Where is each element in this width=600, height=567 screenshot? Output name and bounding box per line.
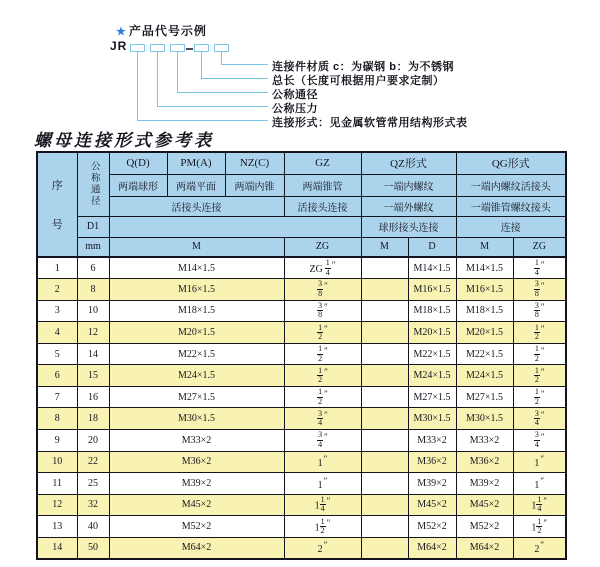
cell-qz-m (361, 430, 408, 452)
product-code-title-text: 产品代号示例 (128, 24, 207, 38)
cell-m-thread: M36×2 (109, 451, 284, 473)
cell-zg: $\frac{1}{2}$ ″ (284, 343, 361, 365)
connector-line (177, 52, 178, 92)
code-box-1 (130, 44, 145, 52)
cell-qz-d: M36×2 (408, 451, 456, 473)
header-unit-qz-d: D (408, 237, 456, 257)
header-ext-thread-qz: 一端外螺纹 (361, 196, 456, 216)
table-body (37, 257, 566, 559)
cell-qz-m (361, 516, 408, 538)
cell-qz-d: M45×2 (408, 494, 456, 516)
cell-m-thread: M24×1.5 (109, 365, 284, 387)
cell-qg-m: M14×1.5 (456, 257, 513, 279)
header-type-gz: 两端锥管 (284, 174, 361, 196)
cell-qg-m: M22×1.5 (456, 343, 513, 365)
cell-qg-m: M24×1.5 (456, 365, 513, 387)
header-union-gz: 活接头连接 (284, 196, 361, 216)
cell-seq: 12 (37, 494, 77, 516)
cell-m-thread: M14×1.5 (109, 257, 284, 279)
code-label-pressure: 公称压力 (272, 103, 318, 115)
header-code-pma: PM(A) (167, 152, 225, 174)
cell-m-thread: M22×1.5 (109, 343, 284, 365)
table-row (37, 516, 566, 538)
table-row (37, 494, 566, 516)
cell-m-thread: M30×1.5 (109, 408, 284, 430)
table-row (37, 430, 566, 452)
cell-qg-m: M45×2 (456, 494, 513, 516)
cell-m-thread: M45×2 (109, 494, 284, 516)
header-unit-qg-m: M (456, 237, 513, 257)
cell-qg-zg: $\frac{1}{2}$ ″ (513, 343, 566, 365)
cell-seq: 6 (37, 365, 77, 387)
cell-qg-m: M16×1.5 (456, 279, 513, 301)
code-label-length: 总长（长度可根据用户要求定制） (272, 75, 445, 87)
cell-qg-zg: 1″ (513, 451, 566, 473)
cell-qz-d: M24×1.5 (408, 365, 456, 387)
header-unit-qz-m: M (361, 237, 408, 257)
cell-qz-d: M18×1.5 (408, 300, 456, 322)
cell-seq: 7 (37, 386, 77, 408)
cell-qz-d: M16×1.5 (408, 279, 456, 301)
cell-dn: 25 (77, 473, 109, 495)
cell-dn: 22 (77, 451, 109, 473)
nut-connection-table (36, 151, 567, 560)
header-blank (109, 216, 361, 237)
header-type-nzc: 两端内锥 (225, 174, 284, 196)
connector-line (201, 78, 268, 79)
cell-m-thread: M52×2 (109, 516, 284, 538)
cell-dn: 8 (77, 279, 109, 301)
table-row (37, 257, 566, 279)
cell-qg-zg: $\frac{3}{8}$ ″ (513, 300, 566, 322)
cell-m-thread: M16×1.5 (109, 279, 284, 301)
cell-qz-d: M30×1.5 (408, 408, 456, 430)
cell-qz-m (361, 257, 408, 279)
connector-line (137, 52, 138, 120)
header-seq: 序 号 (37, 152, 77, 257)
cell-seq: 5 (37, 343, 77, 365)
cell-qg-m: M64×2 (456, 537, 513, 559)
cell-seq: 10 (37, 451, 77, 473)
cell-qz-d: M20×1.5 (408, 322, 456, 344)
cell-qz-m (361, 279, 408, 301)
connector-line (221, 52, 222, 64)
product-code-prefix: JR (110, 39, 128, 53)
table-row (37, 537, 566, 559)
cell-qg-m: M30×1.5 (456, 408, 513, 430)
connector-line (157, 52, 158, 106)
connector-line (177, 92, 268, 93)
cell-zg: $\frac{3}{4}$ ″ (284, 430, 361, 452)
cell-qz-d: M39×2 (408, 473, 456, 495)
cell-qg-zg: 1″ (513, 473, 566, 495)
cell-qg-m: M18×1.5 (456, 300, 513, 322)
code-label-connection: 连接形式：见金属软管常用结构形式表 (272, 117, 468, 129)
header-code-qg: QG形式 (456, 152, 566, 174)
cell-qz-d: M33×2 (408, 430, 456, 452)
cell-seq: 1 (37, 257, 77, 279)
cell-qg-zg: 2″ (513, 537, 566, 559)
table-row (37, 343, 566, 365)
table-row (37, 322, 566, 344)
cell-qg-zg: $\frac{1}{4}$ ″ (513, 257, 566, 279)
cell-qz-m (361, 365, 408, 387)
header-mm: mm (77, 237, 109, 257)
cell-qg-zg: $\frac{1}{2}$ ″ (513, 322, 566, 344)
cell-seq: 13 (37, 516, 77, 538)
cell-seq: 3 (37, 300, 77, 322)
cell-zg: 1″ (284, 473, 361, 495)
cell-seq: 8 (37, 408, 77, 430)
cell-zg: $\frac{1}{2}$ ″ (284, 386, 361, 408)
table-row (37, 473, 566, 495)
product-code-title (116, 22, 207, 39)
cell-qg-zg: 1 $\frac{1}{4}$ ″ (513, 494, 566, 516)
cell-qz-m (361, 300, 408, 322)
cell-qg-zg: $\frac{3}{4}$ ″ (513, 430, 566, 452)
cell-qg-zg: 1 $\frac{1}{2}$ ″ (513, 516, 566, 538)
cell-dn: 6 (77, 257, 109, 279)
code-label-diameter: 公称通径 (272, 89, 318, 101)
header-type-pma: 两端平面 (167, 174, 225, 196)
code-box-5 (214, 44, 229, 52)
cell-m-thread: M27×1.5 (109, 386, 284, 408)
cell-qg-m: M20×1.5 (456, 322, 513, 344)
cell-qg-zg: $\frac{1}{2}$ ″ (513, 365, 566, 387)
cell-zg: $\frac{3}{8}$ ″ (284, 279, 361, 301)
code-box-4 (194, 44, 209, 52)
cell-dn: 16 (77, 386, 109, 408)
cell-dn: 14 (77, 343, 109, 365)
cell-zg: 1 $\frac{1}{4}$ ″ (284, 494, 361, 516)
cell-zg: $\frac{3}{4}$ ″ (284, 408, 361, 430)
cell-zg: ZG $\frac{1}{4}$ ″ (284, 257, 361, 279)
cell-qz-d: M22×1.5 (408, 343, 456, 365)
header-taper-thread-qg: 一端锥管螺纹接头 (456, 196, 566, 216)
header-code-nzc: NZ(C) (225, 152, 284, 174)
header-code-qz: QZ形式 (361, 152, 456, 174)
cell-qz-m (361, 451, 408, 473)
cell-zg: $\frac{1}{2}$ ″ (284, 322, 361, 344)
cell-qz-d: M64×2 (408, 537, 456, 559)
cell-qz-m (361, 494, 408, 516)
cell-zg: 1″ (284, 451, 361, 473)
header-type-qg: 一端内螺纹活接头 (456, 174, 566, 196)
cell-seq: 14 (37, 537, 77, 559)
connector-line (157, 106, 268, 107)
table-row (37, 451, 566, 473)
cell-seq: 4 (37, 322, 77, 344)
cell-zg: 2″ (284, 537, 361, 559)
star-icon: ★ (116, 26, 127, 38)
cell-qz-m (361, 343, 408, 365)
code-label-material: 连接件材质 c：为碳钢 b：为不锈钢 (272, 61, 454, 73)
cell-seq: 9 (37, 430, 77, 452)
cell-qg-m: M52×2 (456, 516, 513, 538)
table-row (37, 408, 566, 430)
cell-dn: 10 (77, 300, 109, 322)
table-title: 螺母连接形式参考表 (34, 131, 214, 150)
cell-zg: $\frac{1}{2}$ ″ (284, 365, 361, 387)
cell-m-thread: M33×2 (109, 430, 284, 452)
cell-seq: 2 (37, 279, 77, 301)
cell-qz-m (361, 537, 408, 559)
cell-qg-zg: $\frac{1}{2}$ ″ (513, 386, 566, 408)
header-type-qz: 一端内螺纹 (361, 174, 456, 196)
cell-qg-m: M39×2 (456, 473, 513, 495)
cell-zg: $\frac{3}{8}$ ″ (284, 300, 361, 322)
header-dn: 公称通径 (77, 152, 109, 216)
header-ball-joint-qz: 球形接头连接 (361, 216, 456, 237)
cell-qg-m: M36×2 (456, 451, 513, 473)
connector-line (137, 120, 268, 121)
cell-qg-zg: $\frac{3}{8}$ ″ (513, 279, 566, 301)
table-row (37, 365, 566, 387)
cell-qz-m (361, 322, 408, 344)
header-d1: D1 (77, 216, 109, 237)
cell-m-thread: M39×2 (109, 473, 284, 495)
cell-dn: 18 (77, 408, 109, 430)
cell-dn: 15 (77, 365, 109, 387)
header-type-qd: 两端球形 (109, 174, 167, 196)
cell-m-thread: M64×2 (109, 537, 284, 559)
header-code-qd: Q(D) (109, 152, 167, 174)
table-row (37, 300, 566, 322)
cell-qg-zg: $\frac{3}{4}$ ″ (513, 408, 566, 430)
cell-qz-m (361, 473, 408, 495)
cell-dn: 40 (77, 516, 109, 538)
table-row (37, 279, 566, 301)
cell-dn: 12 (77, 322, 109, 344)
cell-zg: 1 $\frac{1}{2}$ ″ (284, 516, 361, 538)
cell-m-thread: M18×1.5 (109, 300, 284, 322)
header-connect-qg: 连接 (456, 216, 566, 237)
connector-line (201, 52, 202, 78)
cell-seq: 11 (37, 473, 77, 495)
cell-qg-m: M27×1.5 (456, 386, 513, 408)
cell-qz-d: M27×1.5 (408, 386, 456, 408)
code-box-2 (150, 44, 165, 52)
header-code-gz: GZ (284, 152, 361, 174)
cell-dn: 32 (77, 494, 109, 516)
cell-qz-m (361, 386, 408, 408)
header-union-qpn: 活接头连接 (109, 196, 284, 216)
code-box-3 (170, 44, 185, 52)
header-unit-zg: ZG (284, 237, 361, 257)
cell-qz-d: M52×2 (408, 516, 456, 538)
cell-dn: 50 (77, 537, 109, 559)
cell-qz-m (361, 408, 408, 430)
connector-line (221, 64, 268, 65)
header-unit-qg-zg: ZG (513, 237, 566, 257)
cell-dn: 20 (77, 430, 109, 452)
cell-m-thread: M20×1.5 (109, 322, 284, 344)
header-unit-m: M (109, 237, 284, 257)
table-row (37, 386, 566, 408)
cell-qg-m: M33×2 (456, 430, 513, 452)
cell-qz-d: M14×1.5 (408, 257, 456, 279)
code-dash (186, 48, 193, 50)
